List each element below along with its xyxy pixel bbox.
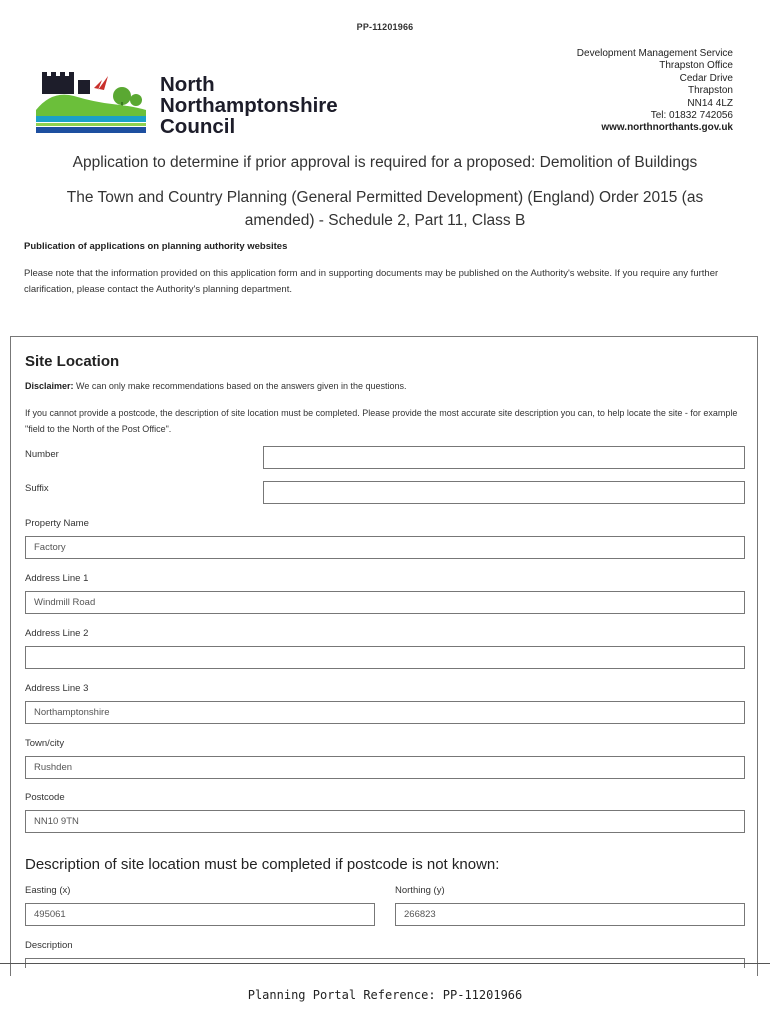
disclaimer: [25, 381, 407, 391]
number-field[interactable]: [263, 446, 745, 469]
section-title: Site Location: [25, 353, 120, 370]
office-line: Thrapston: [687, 85, 733, 97]
number-label: Number: [25, 449, 59, 460]
northing-label: Northing (y): [395, 885, 445, 896]
disclaimer-label: Disclaimer:: [25, 381, 74, 391]
suffix-label: Suffix: [25, 483, 49, 494]
office-line: NN14 4LZ: [687, 97, 733, 109]
council-emblem-icon: [34, 66, 154, 138]
suffix-field[interactable]: [263, 481, 745, 504]
logo-line-2: Northamptonshire: [160, 94, 338, 117]
northing-field[interactable]: 266823: [395, 903, 745, 926]
publication-notice: Please note that the information provided on this application form and in supporting documents may be published on the Authority's website. If you require any further clarification, please contact the Authority's planning department.: [24, 268, 719, 295]
address-line-1-field[interactable]: Windmill Road: [25, 591, 745, 614]
office-address: [577, 48, 733, 135]
form-title: Application to determine if prior approval is required for a proposed: Demolition of Buildings: [72, 154, 698, 171]
postcode-label: Postcode: [25, 792, 65, 803]
property-name-label: Property Name: [25, 518, 89, 529]
property-name-field[interactable]: Factory: [25, 536, 745, 559]
postcode-field[interactable]: NN10 9TN: [25, 810, 745, 833]
easting-label: Easting (x): [25, 885, 71, 896]
address-line-2-field[interactable]: [25, 646, 745, 669]
disclaimer-text: We can only make recommendations based on the answers given in the questions.: [73, 381, 407, 391]
address-line-3-label: Address Line 3: [25, 683, 89, 694]
town-label: Town/city: [25, 738, 65, 749]
page-divider: [0, 963, 770, 964]
logo-line-3: Council: [160, 115, 236, 138]
office-line: Cedar Drive: [679, 72, 733, 84]
form-subtitle: The Town and Country Planning (General Permitted Development) (England) Order 2015 (as amended) - Schedule 2, Part 11, Class B: [66, 189, 704, 229]
address-line-3-field[interactable]: Northamptonshire: [25, 701, 745, 724]
footer-reference: Planning Portal Reference: PP-11201966: [247, 988, 523, 1002]
site-location-section: [10, 336, 758, 976]
address-line-2-label: Address Line 2: [25, 628, 89, 639]
town-field[interactable]: Rushden: [25, 756, 745, 779]
website-link[interactable]: www.northnorthants.gov.uk: [601, 122, 733, 134]
reference-number: PP-11201966: [356, 22, 414, 32]
council-logo: [34, 66, 364, 140]
description-heading: Description of site location must be completed if postcode is not known:: [25, 856, 500, 873]
office-line: Thrapston Office: [659, 60, 733, 72]
description-label: Description: [25, 940, 73, 951]
help-text: If you cannot provide a postcode, the description of site location must be completed. Please provide the most accurate site description you can, to help locate the site - for example "field to the North of the Post Office".: [25, 408, 738, 434]
office-line: Tel: 01832 742056: [650, 110, 733, 122]
office-line: Development Management Service: [576, 48, 733, 59]
address-line-1-label: Address Line 1: [25, 573, 89, 584]
publication-heading: Publication of applications on planning authority websites: [24, 241, 288, 252]
logo-line-1: North: [160, 73, 215, 96]
easting-field[interactable]: 495061: [25, 903, 375, 926]
